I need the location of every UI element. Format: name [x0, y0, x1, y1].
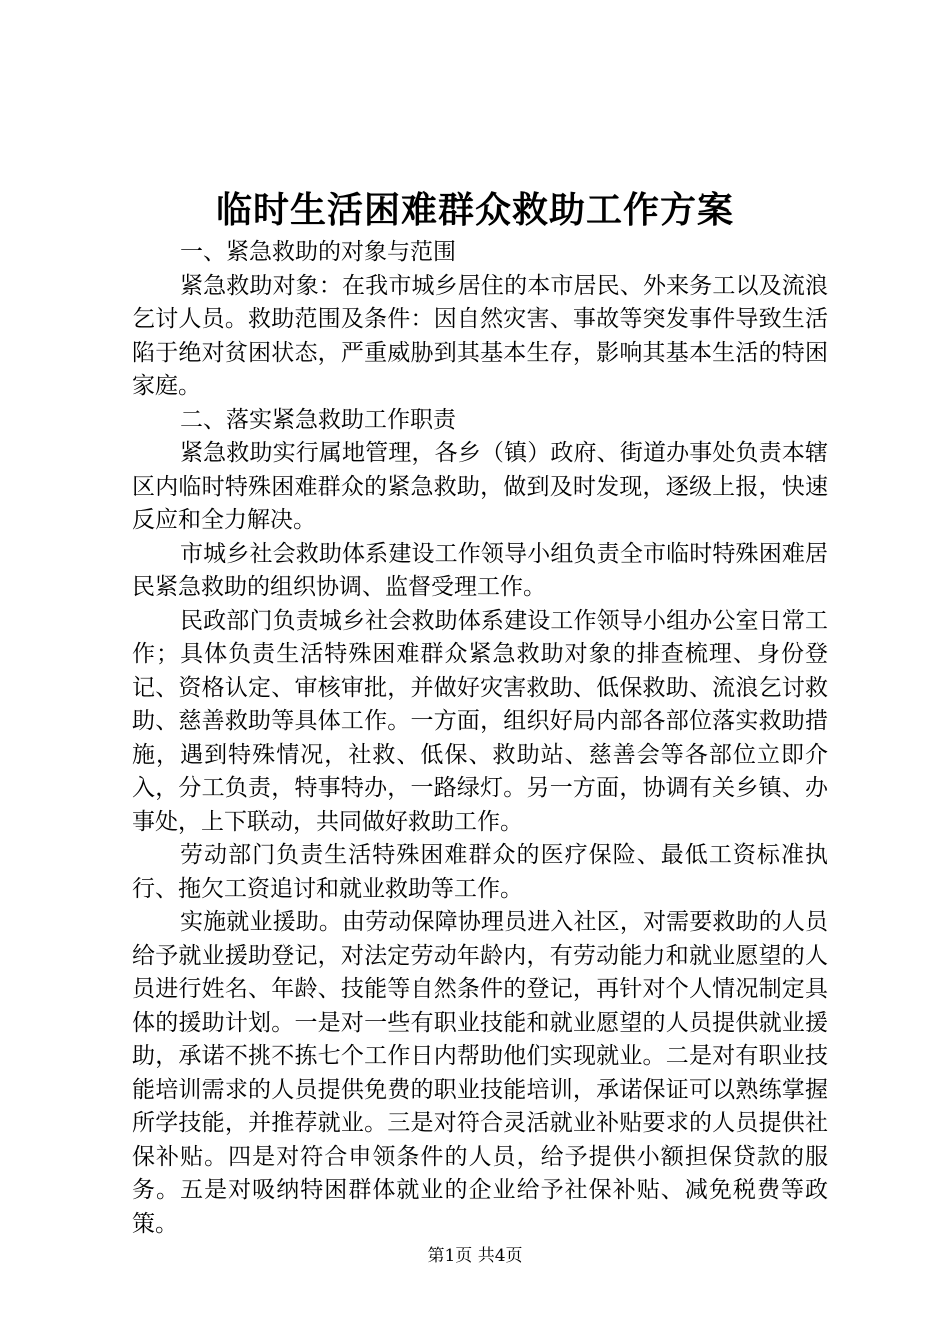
- paragraph: 市城乡社会救助体系建设工作领导小组负责全市临时特殊困难居民紧急救助的组织协调、监督受理工作。: [132, 540, 828, 600]
- paragraph: 劳动部门负责生活特殊困难群众的医疗保险、最低工资标准执行、拖欠工资追讨和就业救助等工作。: [132, 842, 828, 902]
- section-heading: 一、紧急救助的对象与范围: [180, 239, 456, 265]
- paragraph: 紧急救助对象：在我市城乡居住的本市居民、外来务工以及流浪乞讨人员。救助范围及条件：因自然灾害、事故等突发事件导致生活陷于绝对贫困状态，严重威胁到其基本生存，影响其基本生活的特困家庭。: [132, 272, 828, 399]
- paragraph: 实施就业援助。由劳动保障协理员进入社区，对需要救助的人员给予就业援助登记，对法定劳动年龄内，有劳动能力和就业愿望的人员进行姓名、年龄、技能等自然条件的登记，再针对个人情况制定具体的援助计划。一是对一些有职业技能和就业愿望的人员提供就业援助，承诺不挑不拣七个工作日内帮助他们实现就业。二是对有职业技能培训需求的人员提供免费的职业技能培训，承诺保证可以熟练掌握所学技能，并推荐就业。三是对符合灵活就业补贴要求的人员提供社保补贴。四是对符合申领条件的人员，给予提供小额担保贷款的服务。五是对吸纳特困群体就业的企业给予社保补贴、减免税费等政策。: [132, 909, 828, 1237]
- section-heading: 二、落实紧急救助工作职责: [180, 406, 456, 433]
- paragraph: 紧急救助实行属地管理，各乡（镇）政府、街道办事处负责本辖区内临时特殊困难群众的紧急救助，做到及时发现，逐级上报，快速反应和全力解决。: [132, 440, 828, 533]
- document-body: [132, 236, 828, 1241]
- page-footer: 第1页 共4页: [427, 1246, 523, 1266]
- paragraph: 民政部门负责城乡社会救助体系建设工作领导小组办公室日常工作；具体负责生活特殊困难群众紧急救助对象的排查梳理、身份登记、资格认定、审核审批，并做好灾害救助、低保救助、流浪乞讨救助、慈善救助等具体工作。一方面，组织好局内部各部位落实救助措施，遇到特殊情况，社救、低保、救助站、慈善会等各部位立即介入，分工负责，特事特办，一路绿灯。另一方面，协调有关乡镇、办事处，上下联动，共同做好救助工作。: [132, 607, 828, 835]
- document-title: 临时生活困难群众救助工作方案: [215, 189, 734, 231]
